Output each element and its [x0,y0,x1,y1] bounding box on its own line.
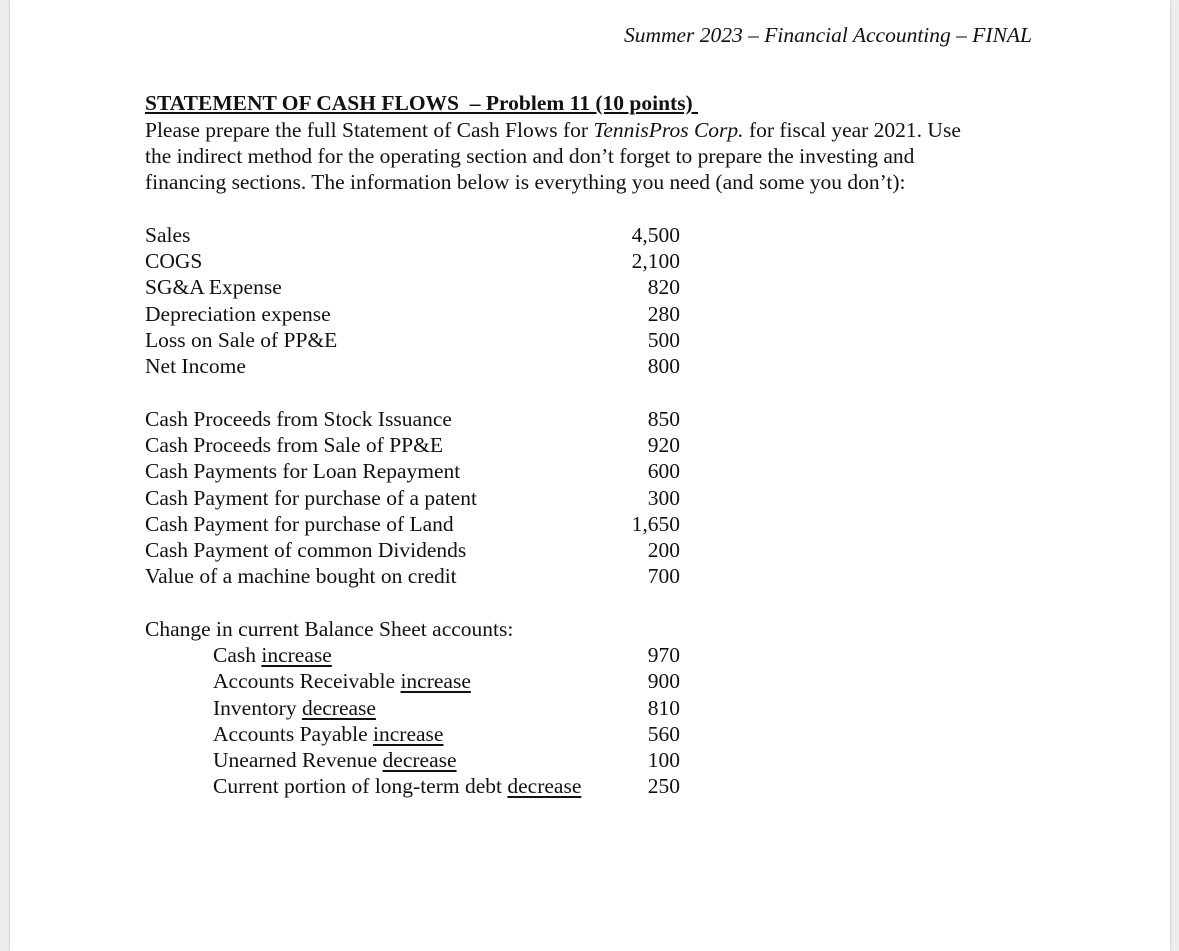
item-label: Cash Payment for purchase of a patent [145,485,477,510]
item-value: 920 [647,433,680,458]
list-item [145,642,680,668]
list-item [145,695,680,721]
item-label: SG&A Expense [145,275,282,300]
item-label: Cash Payments for Loan Repayment [145,459,461,484]
list-item [145,747,680,773]
account-name: Current portion of long-term debt [213,774,502,799]
company-name: TennisPros Corp. [593,118,744,142]
item-label: Net Income [145,353,246,378]
item-value: 900 [647,669,680,694]
list-item [145,327,680,353]
instructions-text: Please prepare the full Statement of Cash Flows for [145,118,594,142]
instructions-line-2: the indirect method for the operating section and don’t forget to prepare the investing and [145,144,915,169]
item-value: 280 [647,301,680,326]
item-label [145,642,332,668]
change-direction: decrease [507,774,582,799]
item-value: 4,500 [631,223,680,247]
list-item [145,485,680,511]
income-items-list [145,222,680,379]
list-item [145,353,680,379]
account-name: Unearned Revenue [213,747,378,772]
item-label: Cash Payment for purchase of Land [145,511,454,536]
item-value: 200 [647,537,680,562]
list-item [145,406,680,432]
item-value: 250 [647,774,680,799]
list-item [145,773,680,799]
problem-instructions [145,117,1045,196]
item-label: Value of a machine bought on credit [145,564,457,589]
item-value: 2,100 [631,249,680,274]
list-item [145,458,680,484]
item-value: 500 [647,327,680,352]
list-item [145,511,680,537]
instructions-line-3: financing sections. The information below is everything you need (and some you don’t): [145,170,906,195]
item-value: 300 [647,485,680,510]
change-direction: decrease [382,747,457,772]
change-direction: increase [400,669,471,694]
item-label [145,695,376,721]
item-value: 970 [647,643,680,668]
list-item [145,721,680,747]
problem-title: STATEMENT OF CASH FLOWS – Problem 11 (10 points) [145,91,699,115]
item-value: 810 [647,695,680,720]
list-item [145,537,680,563]
list-item [145,668,680,694]
item-value: 600 [647,459,680,484]
document-page [10,0,1170,951]
change-direction: increase [261,643,332,668]
list-item [145,222,680,248]
item-value: 700 [647,564,680,589]
list-item [145,563,680,589]
item-label [145,668,471,694]
instructions-line-1 [145,117,1045,143]
item-label [145,721,443,747]
exam-header: Summer 2023 – Financial Accounting – FINAL [623,23,1032,47]
account-name: Cash [213,643,256,668]
list-item [145,274,680,300]
item-value: 100 [647,747,680,772]
item-value: 800 [647,353,680,378]
change-direction: increase [373,721,444,746]
item-label [145,747,457,773]
account-name: Accounts Receivable [213,669,396,694]
item-label: Depreciation expense [145,301,331,326]
account-name: Accounts Payable [213,721,368,746]
balance-changes-list [145,616,680,799]
balance-changes-heading: Change in current Balance Sheet accounts: [145,617,514,641]
item-label: Cash Proceeds from Sale of PP&E [145,433,443,458]
cash-items-list [145,406,680,589]
item-label: Sales [145,223,191,247]
item-value: 1,650 [631,511,680,536]
item-value: 560 [647,721,680,746]
account-name: Inventory [213,695,297,720]
instructions-text: for fiscal year 2021. Use [743,118,961,142]
item-label: Loss on Sale of PP&E [145,327,338,352]
item-label [145,773,581,799]
item-value: 850 [647,407,680,431]
change-direction: decrease [301,695,376,720]
list-item [145,301,680,327]
item-label: COGS [145,249,203,274]
item-value: 820 [647,275,680,300]
item-label: Cash Payment of common Dividends [145,537,467,562]
item-label: Cash Proceeds from Stock Issuance [145,407,452,431]
list-item [145,432,680,458]
list-item [145,248,680,274]
